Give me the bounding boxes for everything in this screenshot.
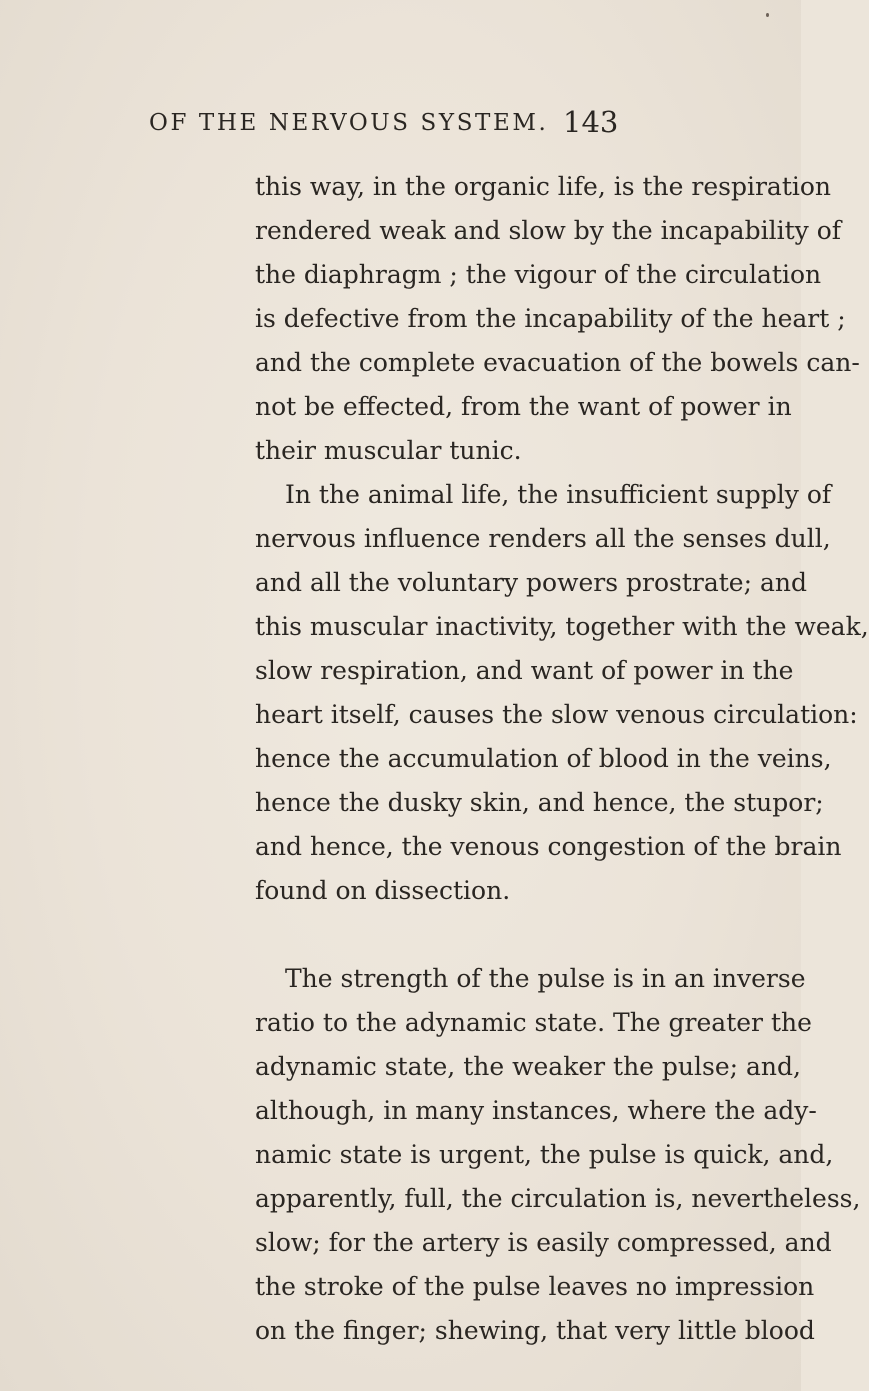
text-line: The strength of the pulse is in an inverse — [285, 964, 806, 993]
text-line: In the animal life, the insufficient supply of — [285, 480, 832, 509]
text-line: not be effected, from the want of power in — [255, 392, 792, 421]
text-line: adynamic state, the weaker the pulse; and, — [255, 1052, 801, 1081]
text-line: the stroke of the pulse leaves no impression — [255, 1272, 815, 1301]
running-head — [0, 98, 801, 148]
ink-speck — [766, 13, 769, 17]
text-line: and hence, the venous congestion of the brain — [255, 832, 842, 861]
text-line: slow; for the artery is easily compressed, and — [255, 1228, 832, 1257]
text-line: their muscular tunic. — [255, 436, 522, 465]
paragraph-gap — [255, 913, 763, 957]
running-title: OF THE NERVOUS SYSTEM. — [149, 110, 549, 136]
text-line: this way, in the organic life, is the respiration — [255, 172, 832, 201]
text-line: this muscular inactivity, together with the weak, — [255, 612, 869, 641]
text-line: and the complete evacuation of the bowels can- — [255, 348, 860, 377]
text-line: namic state is urgent, the pulse is quick, and, — [255, 1140, 834, 1169]
text-line: rendered weak and slow by the incapability of — [255, 216, 841, 245]
text-line: the diaphragm ; the vigour of the circulation — [255, 260, 822, 289]
paragraph — [255, 957, 861, 1353]
text-line: found on dissection. — [255, 876, 511, 905]
text-line: on the finger; shewing, that very little blood — [255, 1316, 815, 1345]
text-line: hence the accumulation of blood in the veins, — [255, 744, 832, 773]
text-line: apparently, full, the circulation is, nevertheless, — [255, 1184, 861, 1213]
text-line: although, in many instances, where the ady- — [255, 1096, 817, 1125]
text-line: nervous influence renders all the senses dull, — [255, 524, 831, 553]
text-line: hence the dusky skin, and hence, the stupor; — [255, 788, 824, 817]
paragraph — [255, 165, 860, 473]
body-text — [255, 165, 869, 1353]
text-line: slow respiration, and want of power in the — [255, 656, 794, 685]
text-line: ratio to the adynamic state. The greater the — [255, 1008, 812, 1037]
paragraph — [255, 473, 869, 913]
text-line: heart itself, causes the slow venous circulation: — [255, 700, 858, 729]
text-line: is defective from the incapability of the heart ; — [255, 304, 846, 333]
text-line: and all the voluntary powers prostrate; and — [255, 568, 807, 597]
page-number: 143 — [563, 105, 619, 139]
